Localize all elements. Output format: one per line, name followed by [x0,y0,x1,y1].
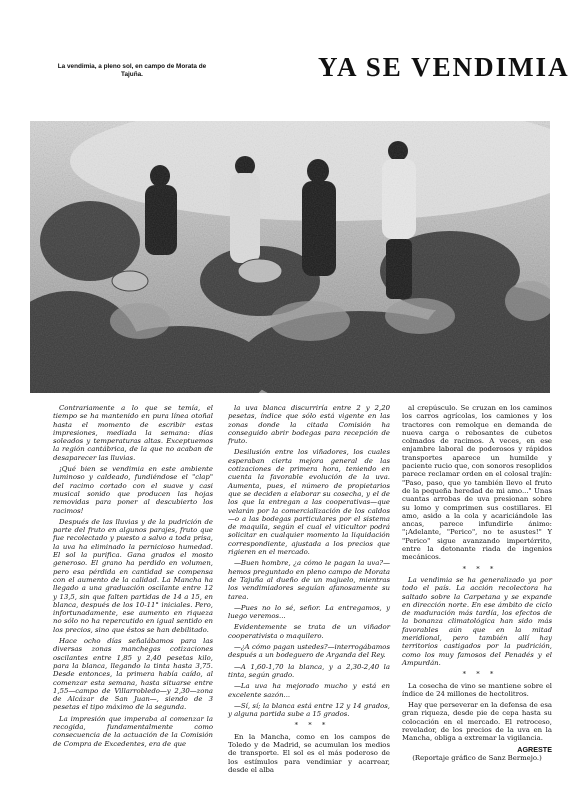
paragraph: Evidentemente se trata de un viñador cooperativista o maquilero. [228,623,390,640]
article-column-3 [402,404,552,762]
paragraph: —¿A cómo pagan ustedes?—interrogábamos después a un bodeguero de Arganda del Rey. [228,643,390,660]
paragraph: La impresión que imperaba al comenzar la recogida, fundamentalmente como consecuencia de la actuación de la Comisión de Compra de Excedentes, era de que [53,714,213,748]
paragraph: al crepúsculo. Se cruzan en los caminos los carros agrícolas, los camiones y los tractores con remolque en demanda de nueva carga o rebosantes de cubetos colmados de racimos. A veces, en ese enjambre laboral de poderosos y rápidos transportes aparece un humilde y paciente rucio que, con sonoros resoplidos parece reclamar orden en el colosal trajín: "Paso, paso, que yo también llevo el fruto de la pequeña heredad de mi amo..." Unas cuantas arrobas de uva presionan sobre su lomo y comprimen sus costillares. El amo, asido a la cola y acariciándole las ancas, parece infundirle ánimo: "¡Adelante, "Perico", no te asustes!" Y "Perico" sigue avanzando impertérrito, entre la detonante riada de ingenios mecánicos. [402,404,552,562]
paragraph: La vendimia se ha generalizado ya por todo el país. La acción recolectora ha saltado sobre la Carpetana y se expande en dirección norte. En ese ámbito de ciclo de maduración más tardía, los efectos de la bonanza climatológica han sido más favorables aún que en la mitad meridional, pero también allí hay territorios castigados por la pudrición, como los muy famosos del Penadés y el Ampurdán. [402,575,552,667]
vineyard-harvest-photo [30,121,550,393]
photo-credit: (Reportaje gráfico de Sanz Bermejo.) [412,753,542,762]
section-divider: * * * [294,721,330,730]
paragraph: Contrariamente a lo que se temía, el tiempo se ha mantenido en pura línea otoñal hasta el momento de escribir estas impresiones, mediada la semana: días soleados y temperaturas altas. Exceptuemos la región cantábrica, de la que no acaban de desaparecer las lluvias. [53,404,213,462]
paragraph: ¡Qué bien se vendimia en este ambiente luminoso y caldeado, fundiéndose el "clap" del racimo cortado con el suave y casi musical sonido que producen las hojas removidas para poner al descubierto los racimos! [53,465,213,515]
paragraph: Desilusión entre los viñadores, los cuales esperaban cierta mejora general de las cotizaciones de primera hora, teniendo en cuenta la favorable evolución de la uva. Aumenta, pues, el número de propietarios que se deciden a elaborar su cosecha, y el de los que la entregan a las cooperativas—que velarán por la comercialización de los caldos—o a las bodegas particulares por el sistema de maquila, según el cual el viticultor podrá solicitar en cualquier momento la liquidación correspondiente, ajustada a los precios que rigieren en el mercado. [228,448,390,557]
article-column-1 [53,404,213,751]
paragraph: La cosecha de vino se mantiene sobre el índice de 24 millones de hectolitros. [402,681,552,698]
section-divider: * * * [462,564,498,573]
paragraph: —Sí, sí; la blanca está entre 12 y 14 grados, y alguna partida sube a 15 grados. [228,701,390,719]
paragraph: Hay que perseverar en la defensa de esa gran riqueza, desde pie de cepa hasta su colocación en el mercado. El retroceso, revelador, de los precios de la uva en la Mancha, obliga a extremar la vigilancia. [402,701,552,743]
article-headline: YA SE VENDIMIA [318,52,570,82]
section-divider: * * * [462,670,498,679]
author-signature: AGRESTE [517,744,552,754]
paragraph: la uva blanca discurriría entre 2 y 2,20 pesetas, índice que sólo está vigente en las zonas donde la citada Comisión ha conseguido abrir bodegas para recepción de fruto. [228,404,390,446]
paragraph: En la Mancha, como en los campos de Toledo y de Madrid, se acumulan los medios de transporte. El sol es el más poderoso de los estímulos para vendimiar y acarrear, desde el alba [228,732,390,774]
paragraph: —A 1,60-1,70 la blanca, y a 2,30-2,40 la tinta, según grado. [228,662,390,679]
photo-caption: La vendimia, a pleno sol, en campo de Morata de Tajuña. [57,63,207,78]
paragraph: Después de las lluvias y de la pudrición de parte del fruto en algunos parajes, fruto que fue recolectado y puesto a salvo a toda prisa, la uva ha eliminado la pernicioso humedad. El sol la purifica. Gana grados el mosto generoso. El grano ha perdido en volumen, pero esa pérdida en cantidad se compensa con el aumento de la calidad. La Mancha ha llegado a una graduación oscilante entre 12 y 13,5, sin que falten partidas de 14 a 15, en blanca, después de los 10-11° iniciales. Pero, infortunadamente, ese aumento en riqueza no sólo no ha repercutido en igual sentido en los precios, sino que éstos se han debilitado. [53,517,213,634]
article-column-2 [228,404,390,777]
paragraph: —Pues no lo sé, señor. La entregamos, y luego veremos... [228,603,390,621]
paragraph: —La uva ha mejorado mucho y está en excelente sazón... [228,682,390,699]
paragraph: —Buen hombre, ¿a cómo le pagan la uva?—hemos preguntado en pleno campo de Morata de Tajuña al dueño de un majuelo, mientras los vendimiadores seguían afanosamente su tarea. [228,559,390,601]
paragraph: Hace ocho días señalábamos para las diversas zonas manchegas cotizaciones oscilantes entre 1,85 y 2,40 pesetas kilo, para la blanca, llegando la tinta hasta 3,75. Desde entonces, la primera había caído, al comenzar esta semana, hasta situarse entre 1,55—campo de Villarrobledo—y 2,30—zona de Alcázar de San Juan—, siendo de 3 pesetas el tipo máximo de la segunda. [53,637,213,712]
